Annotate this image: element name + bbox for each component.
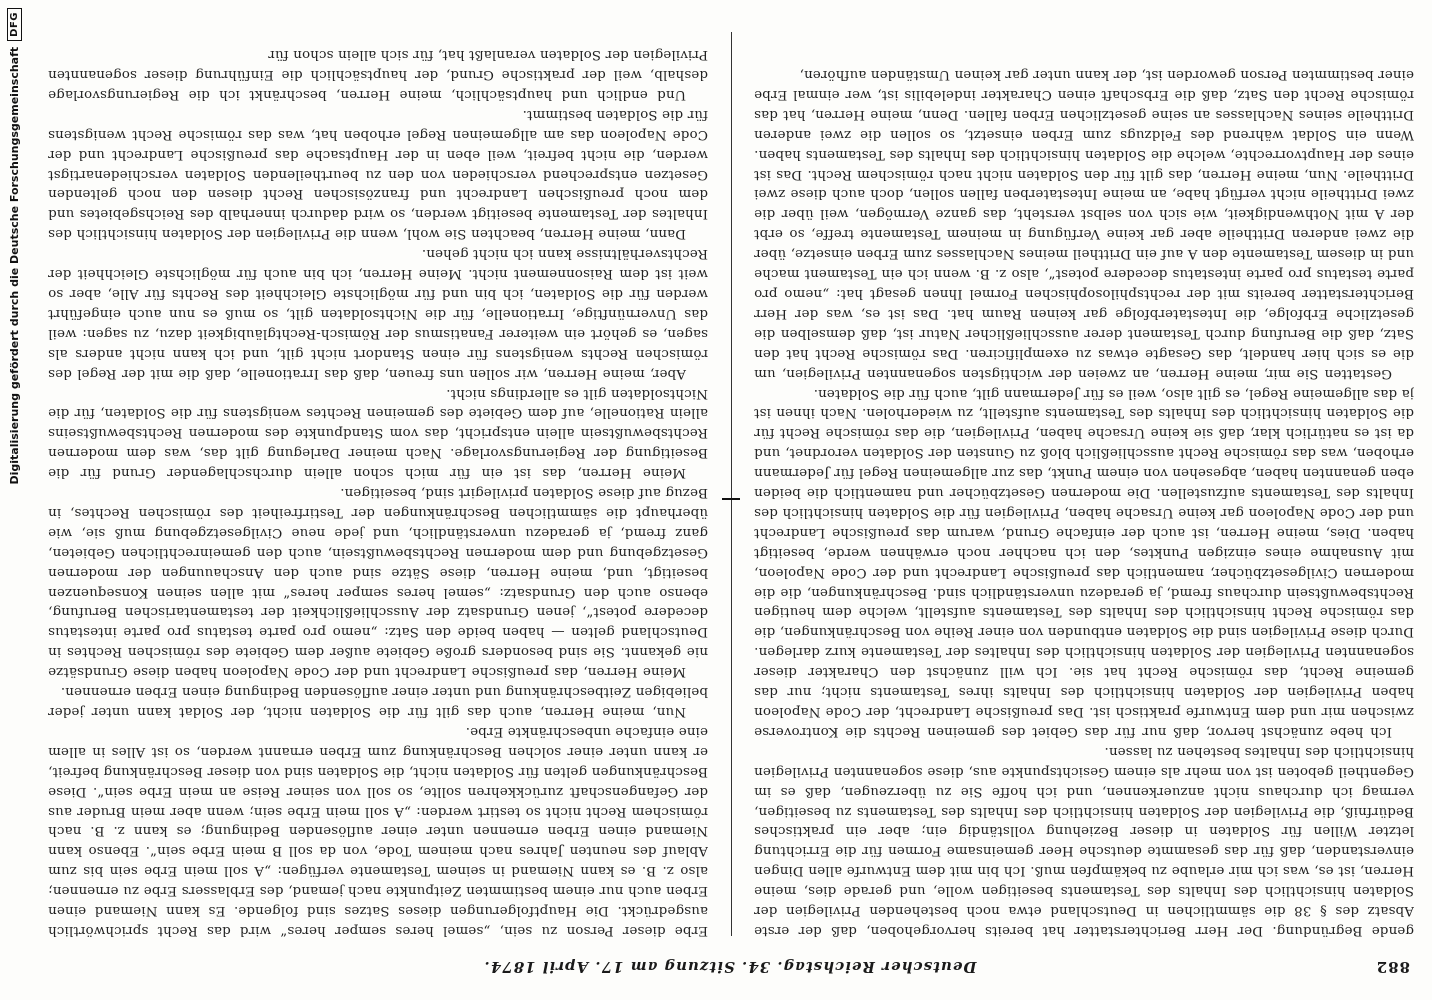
funding-notice: Digitalisierung gefördert durch die Deutsche Forschungsgemeinschaft — [7, 46, 21, 485]
paragraph: Aber, meine Herren, wir sollen uns freuen, daß das Irrationelle, daß die mit der Regel des römischen Rechts wenigstens für einen Standort nicht gilt, und ich kann nicht anders als sagen, es gehört ein weiterer Fanatismus der Römisch-Rechtgläubigkeit dazu, zu sagen: weil das Unvernünftige, Irrationelle, für die Nichtsoldaten gilt, so muß es nun auch eingeführt werden für die Soldaten, ich bin und für möglichste Gleichheit des Rechts für Alle, aber so weit ist dem Raisonnement nicht. Meine Herren, ich bin auch für möglichste Gleichheit der Rechtsverhältnisse kann ich nicht gehen. — [48, 246, 708, 381]
column-divider-mark — [722, 498, 740, 500]
footer-text-row — [3, 0, 25, 1000]
paragraph: Meine Herren, das ist ein für mich schon allein durchschlagender Grund für die Beseitigung der Regierungsvorlage. Nach meiner Darlegung gilt das, was dem modernen Rechtsbewußtsein allein entspricht, das vom Standpunkte des modernen Rechtsbewußtseins allein Rationelle, auf dem Gebiete des gemeinen Rechtes wenigstens für die Soldaten, für die Nichtsoldaten gilt es allerdings nicht. — [48, 385, 708, 481]
paragraph: Nun, meine Herren, auch das gilt für die Soldaten nicht, der Soldat kann unter jeder beliebigen Zeitbeschränkung und unter einer auflösenden Bedingung einen Erben ernennen. — [48, 684, 708, 720]
paragraph: Meine Herren, das preußische Landrecht und der Code Napoleon haben diese Grundsätze nie gekannt. Sie sind besonders große Gebiete außer dem Gebiete des römischen Rechtes in Deutschland gelten — haben beide den Satz: „nemo pro parte testatus pro parte intestatus decedere potest“, jenen Grundsatz der Ausschließlichkeit der testamentarischen Berufung, ebenso auch den Grundsatz: „semel heres semper heres“ mit allen seinen Konsequenzen beseitigt, und, meine Herren, diese Sätze sind auch den Anschauungen der modernen Gesetzgebung und dem modernen Rechtsbewußtsein, auch den gemeinrechtlichen Gebieten, ganz fremd, ja geradezu unverständlich, und jede neue Civilgesetzgebung muß sie, wie überhaupt die sämmtlichen Beschränkungen der Testirfreiheit des römischen Rechtes, in Bezug auf diese Soldaten privilegirt sind, beseitigen. — [48, 485, 708, 680]
running-title: Deutscher Reichstag. 34. Sitzung am 17. April 1874. — [483, 958, 977, 976]
paragraph: Ich hebe zunächst hervor, daß nur für das Gebiet des gemeinen Rechts die Kontroverse zwischen mir und dem Entwurfe praktisch ist. Das preußische Landrecht, der Code Napoleon haben Privilegien der Soldaten hinsichtlich des Inhalts ihres Testaments nicht; nur das gemeine Recht, das römische Recht hat sie. Ich will zunächst den Charakter dieser sogenannten Privilegien der Soldaten hinsichtlich des Inhaltes der Testamente kurz darlegen. Durch diese Privilegien sind die Soldaten entbunden von einer Reihe von Beschränkungen, die das römische Recht hinsichtlich des Inhalts des Testaments aufstellt, welche dem heutigen Rechtsbewußtsein durchaus fremd, ja geradezu unverständlich sind. Beschränkungen, die die modernen Civilgesetzbücher, namentlich das preußische Landrecht und der Code Napoleon, mit Ausnahme eines einzigen Punktes, den ich nachher noch erwähnen werde, beseitigt haben. Dies, meine Herren, ist auch der einfache Grund, warum das preußische Landrecht und der Code Napoleon gar keine Ursache haben, Privilegien für die Soldaten hinsichtlich des Inhalts des Testaments aufzustellen. Die modernen Gesetzbücher und namentlich die beiden eben genannten haben, abgesehen von einem Punkt, das zur allgemeinen Regel für Jedermann erhoben, was das römische Recht ausschließlich bloß zu Gunsten der Soldaten verordnet, und da ist es natürlich klar, daß sie keine Ursache haben, Privilegien, die das römische Recht für die Soldaten hinsichtlich des Inhalts des Testaments aufstellt, zu wiederholen. Nach ihnen ist ja das allgemeine Regel, es gilt also, weil es für Jedermann gilt, auch für die Soldaten. — [754, 385, 1414, 739]
text-column-left — [754, 28, 1414, 940]
paragraph: Erbe dieser Person zu sein, „semel heres semper heres“ wird das Recht sprichwörtlich ausgedrückt. Die Hauptfolgerungen dieses Satzes sind folgende. Es kann Niemand einen Erben auch nur einem bestimmten Zeitpunkte nach jemand, des Erblassers Erbe zu ernennen; also z. B. es kann Niemand in seinem Testamente verfügen: „A soll mein Erbe sein bis zum Ablauf des neunten Jahres nach meinem Tode, von da soll B mein Erbe sein“. Ebenso kann Niemand einen Erben ernennen unter einer auflösenden Bedingung; es kann z. B. nach römischem Recht nicht so testirt werden: „A soll mein Erbe sein; wenn aber mein Bruder aus der Gefangenschaft zurückkehren sollte, so soll von seiner Reise an mein Erbe sein“. Diese Beschränkungen gelten für Soldaten nicht, die Soldaten sind von dieser Beschränkung befreit, er kann unter einer solchen Beschränkung zum Erben ernannt werden, so ist Alles in allem eine einfache unbeschränkte Erbe. — [48, 723, 708, 938]
dfg-logo: DFG — [7, 8, 22, 41]
column-divider — [731, 32, 732, 936]
page-number: 882 — [1375, 958, 1410, 976]
page-header — [50, 952, 1410, 978]
text-column-right — [48, 28, 708, 940]
paragraph: Dann, meine Herren, beachten Sie wohl, wenn die Privilegien der Soldaten hinsichtlich des Inhaltes der Testamente beseitigt werden, so wird dadurch innerhalb des Reichsgebietes und dem noch preußischen Landrecht und französischen Recht diesen den noch geltenden Gesetzen entsprechend verschieden von den zu beurtheilenden Soldaten verschiedenartigst werden, die nicht befreit, weil eben in der Hauptsache das preußische Landrecht und der Code Napoleon das am allgemeinen Regel erhoben hat, was das römische Recht wenigstens für die Soldaten bestimmt. — [48, 106, 708, 242]
paragraph: gende Begründung. Der Herr Berichterstatter hat bereits hervorgehoben, daß der erste Absatz des § 38 die sämmtlichen in Deutschland etwa noch bestehenden Privilegien der Soldaten hinsichtlich des Inhalts des Testaments beseitigen wolle, und gerade dies, meine Herren, ist es, was ich mir erlaube zu bekämpfen muß. Ich bin mit dem Entwurfe allen Dingen einverstanden, daß für das gesammte deutsche Heer gemeinsame Formen für die Errichtung letzter Willen für Soldaten in dieser Beziehung vollständig ein; aber ein praktisches Bedürfniß, die Privilegien der Soldaten hinsichtlich des Inhalts des Testaments zu beseitigen, vermag ich durchaus nicht anzuerkennen, und ich hoffe Sie zu überzeugen, daß es im Gegentheil geboten ist von mehr als einem Gesichtspunkte aus, diese sogenannten Privilegien hinsichtlich des Inhaltes bestehen zu lassen. — [754, 743, 1414, 938]
paragraph: Gestatten Sie mir, meine Herren, an zweien der wichtigsten sogenannten Privilegien, um die es sich hier handelt, das Gesagte etwas zu exemplificiren. Das römische Recht hat den Satz, daß die Berufung durch Testament derer ausschließlicher Natur ist, daß demselben die gesetzliche Erbfolge, die Intestaterbfolge gar keinen Raum hat. Das ist es, was der Herr Berichterstatter bereits mit der rechtsphilosophischen Formel Ihnen gesagt hat: „nemo pro parte testatus pro parte intestatus decedere potest“, also z. B. wenn ich ein Testament mache und in diesem Testamente den A auf ein Drittheil meines Nachlasses zum Erben einsetze, über die zwei anderen Drittheile aber gar keine Verfügung in meinem Testamente treffe, so erbt der A mit Nothwendigkeit, wie sich von selbst versteht, das ganze Vermögen, weil über die zwei Drittheile nicht verfügt habe, an meine Intestaterben fallen sollen, doch auch diese zwei Drittheile. Nun, meine Herren, das gilt für den Soldaten nicht nach römischem Recht. Das ist eines der Hauptvorrechte, welche die Soldaten hinsichtlich des Inhalts des Testaments haben. Wenn ein Soldat während des Feldzugs zum Erben einsetzt, so sollen die zwei anderen Drittheile seines Nachlasses an seine gesetzlichen Erben fallen. Denn, meine Herren, hat das römische Recht den Satz, daß die Erbschaft einen Charakter indelebilis ist, wer einmal Erbe einer bestimmten Person geworden ist, der kann unter gar keinen Umständen aufhören, — [754, 67, 1414, 381]
paragraph: Und endlich und hauptsächlich, meine Herren, beschränkt ich die Regierungsvorlage deshalb, weil der praktische Grund, der hauptsächlich die Einführung dieser sogenannten Privilegien der Soldaten veranlaßt hat, für sich allein schon für — [48, 47, 708, 102]
rotated-scan — [40, 18, 1420, 978]
digitization-footer — [3, 0, 25, 1000]
